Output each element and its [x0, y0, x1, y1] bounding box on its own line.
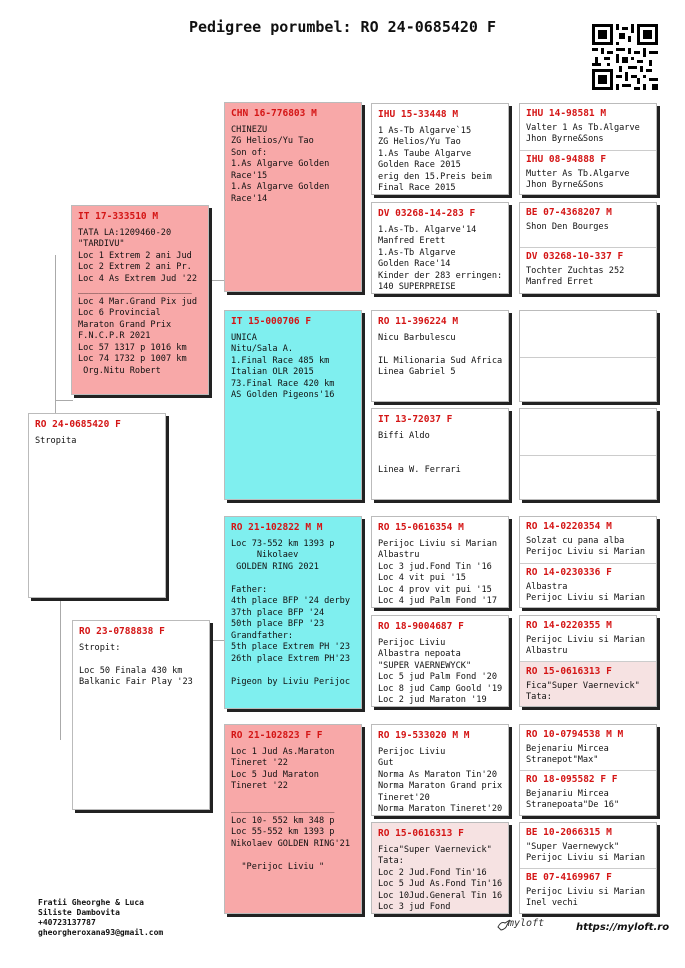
gen5-text: Fica"Super Vaernevick" Tata:	[526, 680, 640, 702]
gen5-text: Tochter Zuchtas 252 Manfred Erret	[526, 265, 625, 287]
gen4-ring: RO 18-9004687 F	[378, 621, 464, 632]
gen5-text: Shon Den Bourges	[526, 221, 609, 232]
gen5-ring: DV 03268-10-337 F	[526, 251, 624, 262]
dam-sire-card	[224, 516, 362, 709]
dam-sire-ring: RO 21-102822 M M	[231, 522, 323, 533]
gen4-text: Perijoc Liviu si Marian Albastru Loc 3 jud.Fond Tin '16 Loc 4 vit pui '15 Loc 4 prov vit pui '15 Loc 4 jud Palm Fond '17	[378, 538, 497, 606]
gen5-card-2	[519, 310, 657, 402]
gen4-ring: IHU 15-33448 M	[378, 109, 459, 120]
breeder-contact: Fratii Gheorghe & Luca Siliste Dambovita +40723137787 gheorgheroxana93@gmail.com	[38, 898, 164, 937]
subject-ring: RO 24-0685420 F	[35, 419, 121, 430]
gen5-card-4	[519, 516, 657, 608]
gen5-ring: RO 15-0616313 F	[526, 666, 612, 677]
gen4-card-0	[371, 103, 509, 195]
gen5-card-3	[519, 408, 657, 500]
subject-card	[28, 413, 166, 598]
gen5-card-1	[519, 202, 657, 294]
gen5-text: Perijoc Liviu si Marian Inel vechi	[526, 886, 645, 908]
gen5-ring: IHU 14-98581 M	[526, 108, 607, 119]
gen5-ring: RO 10-0794538 M M	[526, 729, 624, 740]
gen5-text: Bejenariu Mircea Stranepot"Max"	[526, 743, 609, 765]
gen4-text: Perijoc Liviu Gut Norma As Maraton Tin'20 Norma Maraton Grand prix Tineret'20 Norma Maraton Tineret'20	[378, 746, 503, 814]
sire-card	[71, 205, 209, 395]
gen4-ring: RO 15-0616313 F	[378, 828, 464, 839]
gen4-ring: DV 03268-14-283 F	[378, 208, 476, 219]
gen5-text: Solzat cu pana alba Perijoc Liviu si Marian	[526, 535, 645, 557]
gen4-card-5	[371, 615, 509, 707]
gen5-text: Perijoc Liviu si Marian Albastru	[526, 634, 645, 656]
gen4-text: Perijoc Liviu Albastra nepoata "SUPER VAERNEWYCK" Loc 5 jud Palm Fond '20 Loc 8 jud Camp Goold '19 Loc 2 jud Maraton '19	[378, 637, 503, 705]
gen4-text: 1.As-Tb. Algarve'14 Manfred Erett 1.As-Tb Algarve Golden Race'14 Kinder der 283 erringen: 140 SUPERPREISE	[378, 224, 503, 292]
gen5-card-7	[519, 822, 657, 914]
gen4-ring: IT 13-72037 F	[378, 414, 453, 425]
dam-card	[72, 620, 210, 810]
sire-dam-card	[224, 310, 362, 500]
gen4-text: 1 As-Tb Algarve`15 ZG Helios/Yu Tao 1.As Taube Algarve Golden Race 2015 erig den 15.Preis beim Final Race 2015	[378, 125, 492, 193]
gen5-text: Bejanariu Mircea Stranepoata"De 16"	[526, 788, 620, 810]
dam-dam-text: Loc 1 Jud As.Maraton Tineret '22 Loc 5 Jud Maraton Tineret '22 ____________________ Loc 10- 552 km 348 p Loc 55-552 km 1393 p Nikolaev GOLDEN RING'21 "Perijoc Liviu "	[231, 746, 350, 872]
sire-dam-ring: IT 15-000706 F	[231, 316, 312, 327]
gen5-card-0	[519, 103, 657, 195]
brand-logo: myloft	[508, 918, 545, 929]
gen5-ring: BE 10-2066315 M	[526, 827, 612, 838]
dam-text: Stropit: Loc 50 Finala 430 km Balkanic Fair Play '23	[79, 642, 193, 687]
gen5-ring: RO 14-0220354 M	[526, 521, 612, 532]
gen5-card-6	[519, 724, 657, 816]
gen4-card-7	[371, 822, 509, 914]
gen4-card-4	[371, 516, 509, 608]
gen5-ring: RO 14-0220355 M	[526, 620, 612, 631]
gen5-ring: IHU 08-94888 F	[526, 154, 607, 165]
gen5-text: "Super Vaernewyck" Perijoc Liviu si Marian	[526, 841, 645, 863]
gen4-card-2	[371, 310, 509, 402]
dam-ring: RO 23-0788838 F	[79, 626, 165, 637]
sire-dam-text: UNICA Nitu/Sala A. 1.Final Race 485 km Italian OLR 2015 73.Final Race 420 km AS Golden Pigeons'16	[231, 332, 335, 400]
gen4-text: Biffi Aldo Linea W. Ferrari	[378, 430, 461, 475]
sire-text: TATA LA:1209460-20 "TARDIVU" Loc 1 Extrem 2 ani Jud Loc 2 Extrem 2 ani Pr. Loc 4 As Extrem Jud '22 ______________________ Loc 4 Mar.Grand Pix jud Loc 6 Provincial Maraton Grand Prix F.N.C.P.R 2021 Loc 57 1317 p 1016 km Loc 74 1732 p 1007 km Org.Nitu Robert	[78, 227, 197, 376]
gen4-text: Nicu Barbulescu IL Milionaria Sud Africa Linea Gabriel 5	[378, 332, 503, 377]
page-title: Pedigree porumbel: RO 24-0685420 F	[188, 18, 497, 36]
gen4-card-1	[371, 202, 509, 294]
sire-sire-ring: CHN 16-776803 M	[231, 108, 317, 119]
gen4-ring: RO 15-0616354 M	[378, 522, 464, 533]
gen5-ring: BE 07-4368207 M	[526, 207, 612, 218]
sire-sire-text: CHINEZU ZG Helios/Yu Tao Son of: 1.As Algarve Golden Race'15 1.As Algarve Golden Race'14	[231, 124, 330, 204]
dam-dam-card	[224, 724, 362, 914]
dam-sire-text: Loc 73-552 km 1393 p Nikolaev GOLDEN RING 2021 Father: 4th place BFP '24 derby 37th place BFP '24 50th place BFP '23 Grandfather: 5th place Extrem PH '23 26th place Extrem PH'23 Pigeon by Liviu Perijoc	[231, 538, 350, 687]
gen5-ring: RO 18-095582 F F	[526, 774, 618, 785]
gen5-card-5	[519, 615, 657, 707]
dam-dam-ring: RO 21-102823 F F	[231, 730, 323, 741]
sire-ring: IT 17-333510 M	[78, 211, 159, 222]
gen5-ring: RO 14-0230336 F	[526, 567, 612, 578]
gen4-ring: RO 19-533020 M M	[378, 730, 470, 741]
gen5-ring: BE 07-4169967 F	[526, 872, 612, 883]
gen4-card-3	[371, 408, 509, 500]
gen4-ring: RO 11-396224 M	[378, 316, 459, 327]
website-link[interactable]: https://myloft.ro	[576, 922, 670, 933]
gen5-text: Mutter As Tb.Algarve Jhon Byrne&Sons	[526, 168, 630, 190]
gen4-card-6	[371, 724, 509, 816]
subject-text: Stropita	[35, 435, 77, 446]
gen4-text: Fica"Super Vaernevick" Tata: Loc 2 Jud.Fond Tin'16 Loc 5 Jud As.Fond Tin'16 Loc 10Jud.General Tin 16 Loc 3 jud Fond	[378, 844, 503, 912]
gen5-text: Valter 1 As Tb.Algarve Jhon Byrne&Sons	[526, 122, 640, 144]
gen5-text: Albastra Perijoc Liviu si Marian	[526, 581, 645, 603]
sire-sire-card	[224, 102, 362, 292]
qr-code-icon	[592, 24, 658, 90]
